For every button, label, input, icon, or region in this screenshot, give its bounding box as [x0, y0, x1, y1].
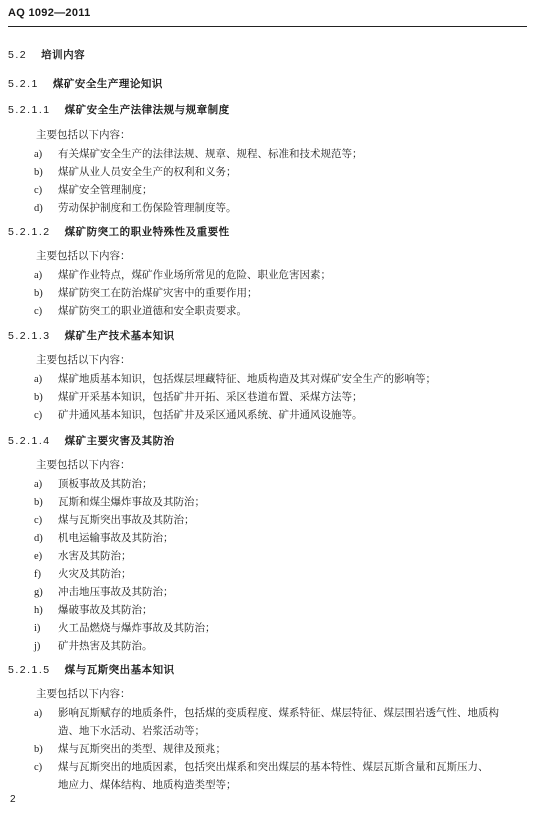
section-title: 煤矿防突工的职业特殊性及重要性 — [64, 226, 230, 238]
list-item-text: 煤与瓦斯突出的地质因素，包括突出煤系和突出煤层的基本特性、煤层瓦斯含量和瓦斯压力、 — [58, 761, 489, 773]
list-item-text: 煤与瓦斯突出的类型、规律及预兆； — [58, 743, 226, 755]
list-item-label: a) — [34, 149, 43, 160]
list-item-text: 瓦斯和煤尘爆炸事故及其防治； — [58, 496, 205, 508]
section-number: 5.2.1 — [8, 78, 39, 90]
section-number: 5.2 — [8, 49, 28, 61]
section-number: 5.2.1.4 — [8, 435, 51, 447]
section-number: 5.2.1.5 — [8, 664, 51, 676]
list-item-text: 煤矿安全管理制度； — [58, 184, 153, 196]
list-item-text: 煤矿作业特点，煤矿作业场所常见的危险、职业危害因素； — [58, 269, 331, 281]
list-item-text: 煤矿防突工在防治煤矿灾害中的重要作用； — [58, 287, 258, 299]
list-item-label: c) — [34, 185, 43, 196]
section-title: 煤矿安全生产理论知识 — [52, 78, 163, 90]
list-item — [34, 638, 153, 653]
list-item — [34, 584, 174, 599]
list-item-label: d) — [34, 533, 43, 544]
list-item-continuation: 地应力、煤体结构、地质构造类型等； — [58, 779, 237, 791]
list-item — [34, 530, 174, 545]
section-title: 煤矿生产技术基本知识 — [64, 330, 175, 342]
list-item — [34, 285, 258, 300]
list-item-label: c) — [34, 306, 43, 317]
list-item-text: 有关煤矿安全生产的法律法规、规章、规程、标准和技术规范等； — [58, 148, 363, 160]
list-item-label: b) — [34, 288, 43, 299]
list-item-continuation: 造、地下水活动、岩浆活动等； — [58, 725, 205, 737]
list-item — [34, 407, 363, 422]
list-item — [34, 512, 195, 527]
list-item-text: 顶板事故及其防治； — [58, 478, 153, 490]
section-intro: 主要包括以下内容： — [36, 129, 131, 141]
list-item — [34, 602, 153, 617]
list-item — [34, 267, 331, 282]
section-title: 培训内容 — [41, 49, 86, 61]
list-item-label: f) — [34, 569, 41, 580]
list-item — [34, 759, 489, 774]
list-item-text: 煤矿开采基本知识，包括矿井开拓、采区巷道布置、采煤方法等； — [58, 391, 363, 403]
section-5-2-1-5-heading — [8, 662, 175, 677]
list-item-text: 劳动保护制度和工伤保险管理制度等。 — [58, 202, 237, 214]
section-intro: 主要包括以下内容： — [36, 459, 131, 471]
list-item — [34, 476, 153, 491]
list-item-text: 冲击地压事故及其防治； — [58, 586, 174, 598]
list-item-label: j) — [34, 641, 41, 652]
list-item-text: 火灾及其防治； — [58, 568, 132, 580]
section-number: 5.2.1.2 — [8, 226, 51, 238]
list-item — [34, 548, 132, 563]
section-5-2-1-3-heading — [8, 328, 175, 343]
section-5-2-1-1-heading — [8, 102, 230, 117]
list-item — [34, 164, 237, 179]
list-item — [34, 200, 237, 215]
list-item — [34, 182, 153, 197]
list-item-text: 煤矿防突工的职业道德和安全职责要求。 — [58, 305, 247, 317]
list-item-label: b) — [34, 167, 43, 178]
list-item-label: b) — [34, 392, 43, 403]
list-item-text: 煤矿从业人员安全生产的权利和义务； — [58, 166, 237, 178]
list-item-label: e) — [34, 551, 43, 562]
section-title: 煤与瓦斯突出基本知识 — [64, 664, 175, 676]
list-item-label: h) — [34, 605, 43, 616]
list-item — [34, 389, 363, 404]
standard-code: AQ 1092—2011 — [8, 7, 91, 19]
list-item — [34, 566, 132, 581]
list-item — [34, 146, 363, 161]
page-number: 2 — [10, 794, 16, 805]
list-item-label: i) — [34, 623, 41, 634]
list-item-text: 火工品燃烧与爆炸事故及其防治； — [58, 622, 216, 634]
list-item — [34, 620, 216, 635]
list-item-label: a) — [34, 479, 43, 490]
section-title: 煤矿主要灾害及其防治 — [64, 435, 175, 447]
list-item-label: c) — [34, 410, 43, 421]
list-item-text: 机电运输事故及其防治； — [58, 532, 174, 544]
section-number: 5.2.1.3 — [8, 330, 51, 342]
list-item-text: 矿井通风基本知识，包括矿井及采区通风系统、矿井通风设施等。 — [58, 409, 363, 421]
section-5-2-1-4-heading — [8, 433, 175, 448]
section-intro: 主要包括以下内容： — [36, 354, 131, 366]
list-item — [34, 705, 499, 720]
list-item-text: 影响瓦斯赋存的地质条件，包括煤的变质程度、煤系特征、煤层特征、煤层围岩透气性、地质构 — [58, 707, 499, 719]
list-item — [34, 741, 226, 756]
section-number: 5.2.1.1 — [8, 104, 51, 116]
list-item — [34, 494, 205, 509]
section-title: 煤矿安全生产法律法规与规章制度 — [64, 104, 230, 116]
list-item-text: 爆破事故及其防治； — [58, 604, 153, 616]
header-divider — [8, 26, 527, 27]
section-intro: 主要包括以下内容： — [36, 250, 131, 262]
list-item-label: d) — [34, 203, 43, 214]
list-item — [34, 371, 436, 386]
section-intro: 主要包括以下内容： — [36, 688, 131, 700]
section-5-2-1-heading — [8, 76, 163, 91]
list-item-text: 水害及其防治； — [58, 550, 132, 562]
section-5-2-1-2-heading — [8, 224, 230, 239]
list-item-text: 矿井热害及其防治。 — [58, 640, 153, 652]
list-item-label: b) — [34, 497, 43, 508]
section-5-2-heading — [8, 47, 85, 62]
list-item-label: c) — [34, 762, 43, 773]
list-item-text: 煤与瓦斯突出事故及其防治； — [58, 514, 195, 526]
list-item-label: c) — [34, 515, 43, 526]
list-item-label: a) — [34, 708, 43, 719]
list-item-label: a) — [34, 270, 43, 281]
list-item-label: b) — [34, 744, 43, 755]
list-item-text: 煤矿地质基本知识，包括煤层埋藏特征、地质构造及其对煤矿安全生产的影响等； — [58, 373, 436, 385]
list-item — [34, 303, 247, 318]
list-item-label: g) — [34, 587, 43, 598]
list-item-label: a) — [34, 374, 43, 385]
